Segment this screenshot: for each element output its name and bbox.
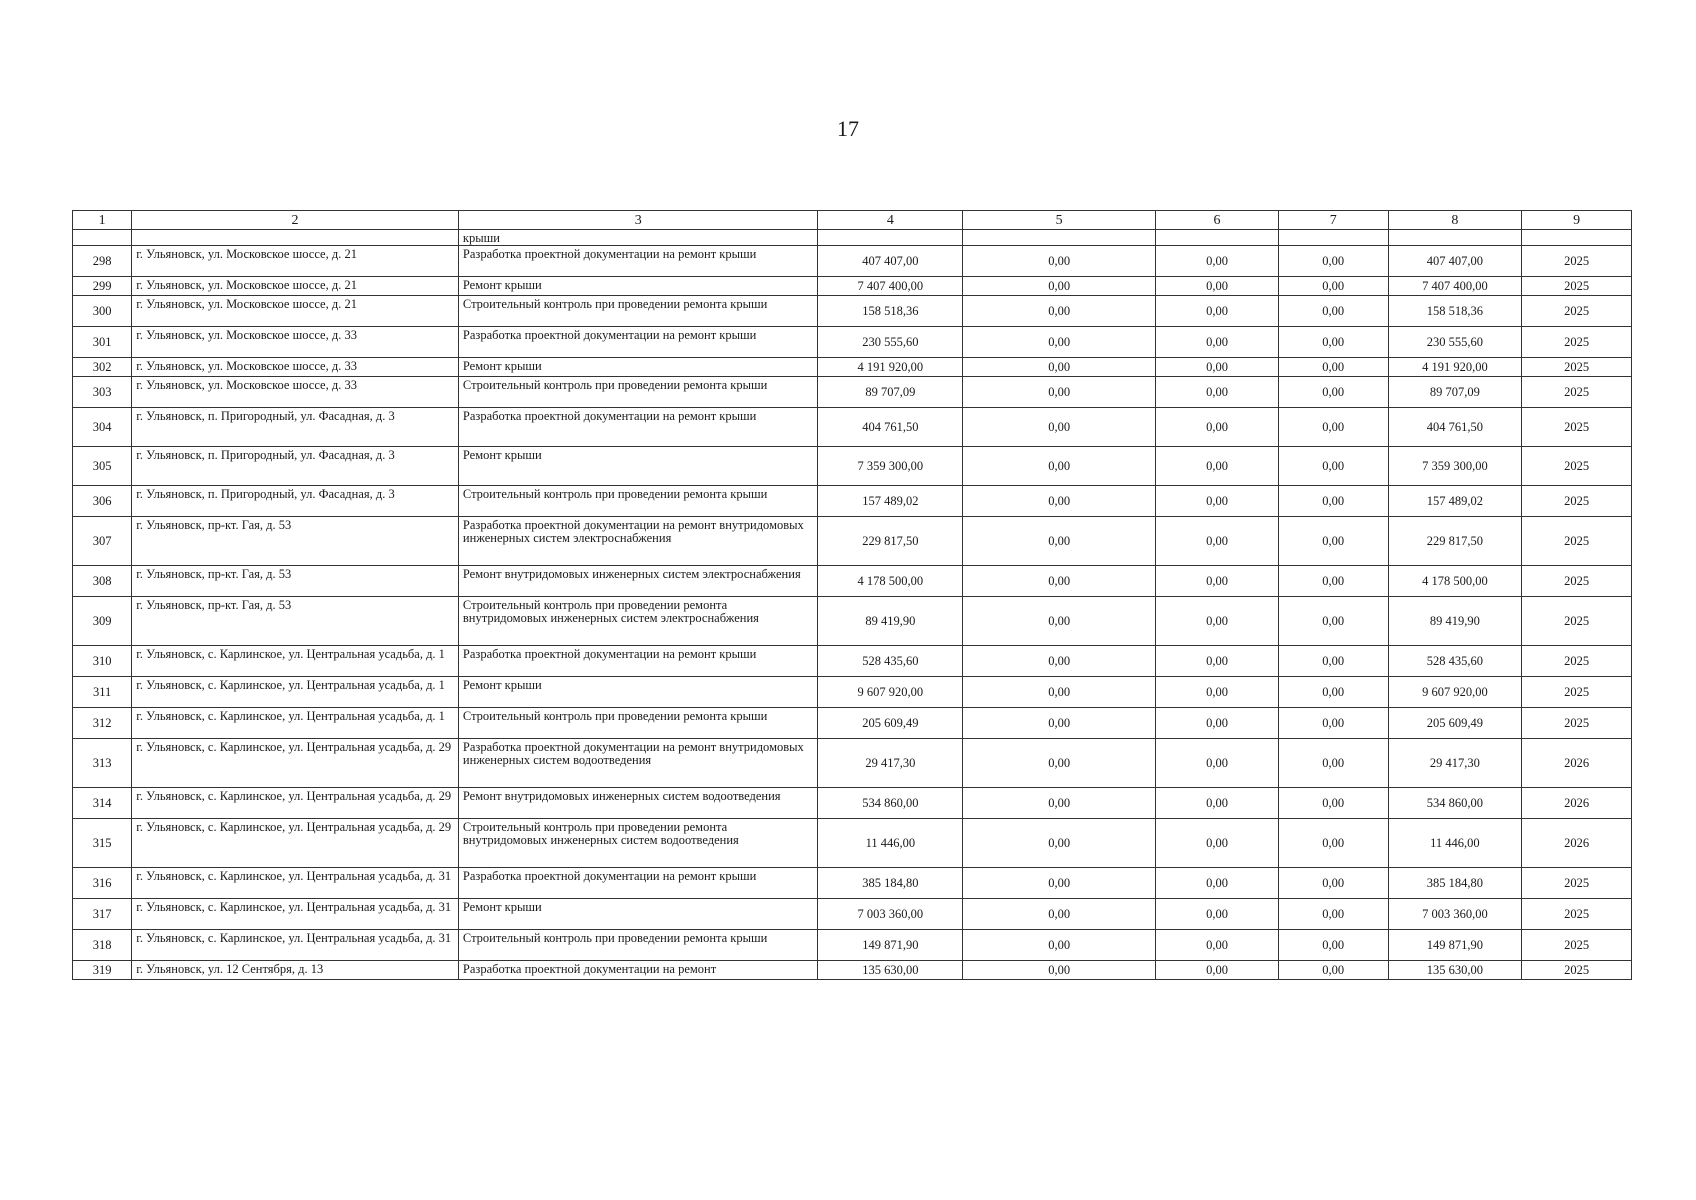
column-5-cell: 0,00 — [963, 246, 1156, 277]
address-cell: г. Ульяновск, с. Карлинское, ул. Центральная усадьба, д. 31 — [132, 868, 459, 899]
row-number: 304 — [73, 408, 132, 447]
work-type-cell: Ремонт крыши — [458, 358, 818, 377]
row-number: 300 — [73, 296, 132, 327]
row-number: 317 — [73, 899, 132, 930]
column-6-cell: 0,00 — [1156, 246, 1279, 277]
column-7-cell: 0,00 — [1278, 358, 1388, 377]
cost-total-cell: 534 860,00 — [818, 788, 963, 819]
column-8-cell: 407 407,00 — [1388, 246, 1522, 277]
row-number: 303 — [73, 377, 132, 408]
row-number: 312 — [73, 708, 132, 739]
column-5-cell: 0,00 — [963, 961, 1156, 980]
year-cell: 2025 — [1522, 486, 1632, 517]
work-type-cell: Разработка проектной документации на ремонт крыши — [458, 408, 818, 447]
column-7-cell: 0,00 — [1278, 739, 1388, 788]
work-type-cell: Разработка проектной документации на ремонт крыши — [458, 646, 818, 677]
cost-total-cell: 157 489,02 — [818, 486, 963, 517]
table-row — [73, 930, 1632, 961]
address-cell: г. Ульяновск, п. Пригородный, ул. Фасадная, д. 3 — [132, 408, 459, 447]
column-6-cell: 0,00 — [1156, 739, 1279, 788]
column-5-cell: 0,00 — [963, 739, 1156, 788]
cost-total-cell: 89 707,09 — [818, 377, 963, 408]
cost-total-cell: 404 761,50 — [818, 408, 963, 447]
column-5-cell — [963, 230, 1156, 246]
column-8-cell: 534 860,00 — [1388, 788, 1522, 819]
column-8-cell: 135 630,00 — [1388, 961, 1522, 980]
column-header-3: 3 — [458, 211, 818, 230]
column-header-2: 2 — [132, 211, 459, 230]
column-8-cell: 4 178 500,00 — [1388, 566, 1522, 597]
column-8-cell: 404 761,50 — [1388, 408, 1522, 447]
column-5-cell: 0,00 — [963, 517, 1156, 566]
column-5-cell: 0,00 — [963, 566, 1156, 597]
address-cell: г. Ульяновск, с. Карлинское, ул. Центральная усадьба, д. 1 — [132, 677, 459, 708]
row-number: 305 — [73, 447, 132, 486]
address-cell: г. Ульяновск, ул. Московское шоссе, д. 21 — [132, 296, 459, 327]
work-type-cell: Строительный контроль при проведении ремонта внутридомовых инженерных систем электроснабжения — [458, 597, 818, 646]
page-number: 17 — [837, 116, 859, 141]
column-5-cell: 0,00 — [963, 486, 1156, 517]
row-number: 310 — [73, 646, 132, 677]
year-cell: 2025 — [1522, 517, 1632, 566]
column-8-cell: 528 435,60 — [1388, 646, 1522, 677]
table-row — [73, 708, 1632, 739]
year-cell: 2025 — [1522, 646, 1632, 677]
cost-total-cell: 230 555,60 — [818, 327, 963, 358]
column-6-cell: 0,00 — [1156, 277, 1279, 296]
table-row — [73, 327, 1632, 358]
address-cell: г. Ульяновск, ул. Московское шоссе, д. 33 — [132, 358, 459, 377]
column-header-7: 7 — [1278, 211, 1388, 230]
work-type-cell: Разработка проектной документации на ремонт — [458, 961, 818, 980]
column-8-cell: 29 417,30 — [1388, 739, 1522, 788]
column-6-cell: 0,00 — [1156, 408, 1279, 447]
column-5-cell: 0,00 — [963, 277, 1156, 296]
work-type-cell: Строительный контроль при проведении ремонта крыши — [458, 296, 818, 327]
table-row — [73, 486, 1632, 517]
column-6-cell: 0,00 — [1156, 566, 1279, 597]
year-cell: 2025 — [1522, 597, 1632, 646]
address-cell: г. Ульяновск, п. Пригородный, ул. Фасадная, д. 3 — [132, 447, 459, 486]
year-cell: 2025 — [1522, 868, 1632, 899]
year-cell: 2025 — [1522, 961, 1632, 980]
address-cell: г. Ульяновск, ул. Московское шоссе, д. 21 — [132, 277, 459, 296]
row-number: 309 — [73, 597, 132, 646]
row-number: 302 — [73, 358, 132, 377]
year-cell — [1522, 230, 1632, 246]
column-header-8: 8 — [1388, 211, 1522, 230]
table-body — [73, 230, 1632, 980]
year-cell: 2025 — [1522, 246, 1632, 277]
cost-total-cell: 135 630,00 — [818, 961, 963, 980]
address-cell: г. Ульяновск, с. Карлинское, ул. Центральная усадьба, д. 31 — [132, 930, 459, 961]
row-number: 316 — [73, 868, 132, 899]
table-row — [73, 739, 1632, 788]
column-7-cell: 0,00 — [1278, 646, 1388, 677]
row-number: 299 — [73, 277, 132, 296]
column-8-cell: 7 003 360,00 — [1388, 899, 1522, 930]
cost-total-cell: 528 435,60 — [818, 646, 963, 677]
column-header-6: 6 — [1156, 211, 1279, 230]
row-number: 306 — [73, 486, 132, 517]
repair-program-table-sheet — [72, 210, 1632, 980]
column-8-cell: 89 707,09 — [1388, 377, 1522, 408]
work-type-cell: Ремонт крыши — [458, 277, 818, 296]
cost-total-cell: 4 178 500,00 — [818, 566, 963, 597]
column-8-cell: 7 359 300,00 — [1388, 447, 1522, 486]
work-type-cell: Ремонт внутридомовых инженерных систем электроснабжения — [458, 566, 818, 597]
column-8-cell: 158 518,36 — [1388, 296, 1522, 327]
column-7-cell: 0,00 — [1278, 899, 1388, 930]
column-8-cell: 205 609,49 — [1388, 708, 1522, 739]
row-number: 314 — [73, 788, 132, 819]
column-header-1: 1 — [73, 211, 132, 230]
column-5-cell: 0,00 — [963, 408, 1156, 447]
work-type-cell: Ремонт крыши — [458, 899, 818, 930]
column-7-cell: 0,00 — [1278, 377, 1388, 408]
cost-total-cell: 29 417,30 — [818, 739, 963, 788]
column-5-cell: 0,00 — [963, 677, 1156, 708]
address-cell: г. Ульяновск, с. Карлинское, ул. Центральная усадьба, д. 29 — [132, 739, 459, 788]
row-number: 308 — [73, 566, 132, 597]
table-row — [73, 408, 1632, 447]
table-row — [73, 868, 1632, 899]
cost-total-cell: 385 184,80 — [818, 868, 963, 899]
column-7-cell: 0,00 — [1278, 296, 1388, 327]
year-cell: 2025 — [1522, 677, 1632, 708]
column-5-cell: 0,00 — [963, 377, 1156, 408]
column-7-cell — [1278, 230, 1388, 246]
work-type-cell: Разработка проектной документации на ремонт крыши — [458, 327, 818, 358]
row-number — [73, 230, 132, 246]
address-cell: г. Ульяновск, пр-кт. Гая, д. 53 — [132, 517, 459, 566]
column-5-cell: 0,00 — [963, 447, 1156, 486]
column-7-cell: 0,00 — [1278, 677, 1388, 708]
work-type-cell: крыши — [458, 230, 818, 246]
table-row — [73, 358, 1632, 377]
column-7-cell: 0,00 — [1278, 246, 1388, 277]
column-6-cell: 0,00 — [1156, 788, 1279, 819]
work-type-cell: Строительный контроль при проведении ремонта внутридомовых инженерных систем водоотведения — [458, 819, 818, 868]
work-type-cell: Разработка проектной документации на ремонт внутридомовых инженерных систем водоотведения — [458, 739, 818, 788]
column-8-cell: 4 191 920,00 — [1388, 358, 1522, 377]
column-6-cell: 0,00 — [1156, 377, 1279, 408]
address-cell: г. Ульяновск, с. Карлинское, ул. Центральная усадьба, д. 29 — [132, 819, 459, 868]
column-5-cell: 0,00 — [963, 597, 1156, 646]
column-5-cell: 0,00 — [963, 819, 1156, 868]
year-cell: 2025 — [1522, 296, 1632, 327]
table-row — [73, 961, 1632, 980]
column-5-cell: 0,00 — [963, 788, 1156, 819]
year-cell: 2025 — [1522, 377, 1632, 408]
column-6-cell: 0,00 — [1156, 296, 1279, 327]
table-row — [73, 677, 1632, 708]
column-7-cell: 0,00 — [1278, 819, 1388, 868]
year-cell: 2026 — [1522, 739, 1632, 788]
column-7-cell: 0,00 — [1278, 517, 1388, 566]
column-5-cell: 0,00 — [963, 708, 1156, 739]
table-row — [73, 597, 1632, 646]
cost-total-cell: 158 518,36 — [818, 296, 963, 327]
row-number: 319 — [73, 961, 132, 980]
work-type-cell: Разработка проектной документации на ремонт крыши — [458, 246, 818, 277]
work-type-cell: Ремонт внутридомовых инженерных систем водоотведения — [458, 788, 818, 819]
column-7-cell: 0,00 — [1278, 930, 1388, 961]
column-8-cell: 7 407 400,00 — [1388, 277, 1522, 296]
column-8-cell: 89 419,90 — [1388, 597, 1522, 646]
column-7-cell: 0,00 — [1278, 961, 1388, 980]
column-5-cell: 0,00 — [963, 646, 1156, 677]
column-7-cell: 0,00 — [1278, 277, 1388, 296]
cost-total-cell: 9 607 920,00 — [818, 677, 963, 708]
column-6-cell: 0,00 — [1156, 486, 1279, 517]
table-row — [73, 377, 1632, 408]
row-number: 318 — [73, 930, 132, 961]
address-cell — [132, 230, 459, 246]
table-row — [73, 819, 1632, 868]
year-cell: 2025 — [1522, 899, 1632, 930]
address-cell: г. Ульяновск, ул. 12 Сентября, д. 13 — [132, 961, 459, 980]
column-7-cell: 0,00 — [1278, 597, 1388, 646]
row-number: 311 — [73, 677, 132, 708]
column-8-cell: 9 607 920,00 — [1388, 677, 1522, 708]
column-8-cell: 149 871,90 — [1388, 930, 1522, 961]
table-row — [73, 246, 1632, 277]
column-8-cell: 230 555,60 — [1388, 327, 1522, 358]
cost-total-cell: 4 191 920,00 — [818, 358, 963, 377]
row-number: 315 — [73, 819, 132, 868]
cost-total-cell: 11 446,00 — [818, 819, 963, 868]
continuation-row — [73, 230, 1632, 246]
year-cell: 2025 — [1522, 566, 1632, 597]
repair-program-table — [72, 210, 1632, 980]
table-row — [73, 277, 1632, 296]
work-type-cell: Строительный контроль при проведении ремонта крыши — [458, 486, 818, 517]
address-cell: г. Ульяновск, п. Пригородный, ул. Фасадная, д. 3 — [132, 486, 459, 517]
cost-total-cell: 7 359 300,00 — [818, 447, 963, 486]
work-type-cell: Строительный контроль при проведении ремонта крыши — [458, 930, 818, 961]
column-5-cell: 0,00 — [963, 327, 1156, 358]
address-cell: г. Ульяновск, пр-кт. Гая, д. 53 — [132, 597, 459, 646]
row-number: 301 — [73, 327, 132, 358]
year-cell: 2025 — [1522, 358, 1632, 377]
cost-total-cell: 407 407,00 — [818, 246, 963, 277]
year-cell: 2025 — [1522, 408, 1632, 447]
column-6-cell: 0,00 — [1156, 819, 1279, 868]
column-8-cell: 385 184,80 — [1388, 868, 1522, 899]
year-cell: 2025 — [1522, 708, 1632, 739]
column-header-9: 9 — [1522, 211, 1632, 230]
column-number-header-row — [73, 211, 1632, 230]
year-cell: 2025 — [1522, 277, 1632, 296]
address-cell: г. Ульяновск, с. Карлинское, ул. Центральная усадьба, д. 29 — [132, 788, 459, 819]
cost-total-cell — [818, 230, 963, 246]
column-6-cell: 0,00 — [1156, 708, 1279, 739]
row-number: 298 — [73, 246, 132, 277]
column-6-cell: 0,00 — [1156, 930, 1279, 961]
column-5-cell: 0,00 — [963, 296, 1156, 327]
column-7-cell: 0,00 — [1278, 788, 1388, 819]
column-7-cell: 0,00 — [1278, 408, 1388, 447]
cost-total-cell: 7 407 400,00 — [818, 277, 963, 296]
column-6-cell: 0,00 — [1156, 868, 1279, 899]
work-type-cell: Разработка проектной документации на ремонт крыши — [458, 868, 818, 899]
year-cell: 2025 — [1522, 327, 1632, 358]
column-5-cell: 0,00 — [963, 358, 1156, 377]
column-5-cell: 0,00 — [963, 868, 1156, 899]
column-5-cell: 0,00 — [963, 899, 1156, 930]
table-row — [73, 296, 1632, 327]
address-cell: г. Ульяновск, с. Карлинское, ул. Центральная усадьба, д. 31 — [132, 899, 459, 930]
column-6-cell: 0,00 — [1156, 677, 1279, 708]
column-8-cell: 229 817,50 — [1388, 517, 1522, 566]
cost-total-cell: 149 871,90 — [818, 930, 963, 961]
column-6-cell — [1156, 230, 1279, 246]
year-cell: 2025 — [1522, 930, 1632, 961]
column-header-4: 4 — [818, 211, 963, 230]
work-type-cell: Ремонт крыши — [458, 677, 818, 708]
table-row — [73, 447, 1632, 486]
year-cell: 2026 — [1522, 819, 1632, 868]
column-7-cell: 0,00 — [1278, 486, 1388, 517]
cost-total-cell: 205 609,49 — [818, 708, 963, 739]
row-number: 307 — [73, 517, 132, 566]
cost-total-cell: 229 817,50 — [818, 517, 963, 566]
address-cell: г. Ульяновск, ул. Московское шоссе, д. 33 — [132, 377, 459, 408]
work-type-cell: Строительный контроль при проведении ремонта крыши — [458, 377, 818, 408]
address-cell: г. Ульяновск, ул. Московское шоссе, д. 21 — [132, 246, 459, 277]
table-row — [73, 566, 1632, 597]
work-type-cell: Ремонт крыши — [458, 447, 818, 486]
address-cell: г. Ульяновск, ул. Московское шоссе, д. 33 — [132, 327, 459, 358]
column-7-cell: 0,00 — [1278, 327, 1388, 358]
column-header-5: 5 — [963, 211, 1156, 230]
address-cell: г. Ульяновск, пр-кт. Гая, д. 53 — [132, 566, 459, 597]
column-8-cell: 157 489,02 — [1388, 486, 1522, 517]
column-7-cell: 0,00 — [1278, 447, 1388, 486]
row-number: 313 — [73, 739, 132, 788]
year-cell: 2026 — [1522, 788, 1632, 819]
column-8-cell: 11 446,00 — [1388, 819, 1522, 868]
column-7-cell: 0,00 — [1278, 708, 1388, 739]
column-7-cell: 0,00 — [1278, 868, 1388, 899]
column-5-cell: 0,00 — [963, 930, 1156, 961]
table-row — [73, 788, 1632, 819]
column-6-cell: 0,00 — [1156, 899, 1279, 930]
table-row — [73, 517, 1632, 566]
column-6-cell: 0,00 — [1156, 961, 1279, 980]
work-type-cell: Строительный контроль при проведении ремонта крыши — [458, 708, 818, 739]
column-7-cell: 0,00 — [1278, 566, 1388, 597]
year-cell: 2025 — [1522, 447, 1632, 486]
cost-total-cell: 89 419,90 — [818, 597, 963, 646]
table-row — [73, 899, 1632, 930]
address-cell: г. Ульяновск, с. Карлинское, ул. Центральная усадьба, д. 1 — [132, 708, 459, 739]
work-type-cell: Разработка проектной документации на ремонт внутридомовых инженерных систем электроснабжения — [458, 517, 818, 566]
column-6-cell: 0,00 — [1156, 327, 1279, 358]
column-6-cell: 0,00 — [1156, 358, 1279, 377]
column-8-cell — [1388, 230, 1522, 246]
column-6-cell: 0,00 — [1156, 447, 1279, 486]
column-6-cell: 0,00 — [1156, 597, 1279, 646]
address-cell: г. Ульяновск, с. Карлинское, ул. Центральная усадьба, д. 1 — [132, 646, 459, 677]
column-6-cell: 0,00 — [1156, 517, 1279, 566]
table-row — [73, 646, 1632, 677]
column-6-cell: 0,00 — [1156, 646, 1279, 677]
cost-total-cell: 7 003 360,00 — [818, 899, 963, 930]
